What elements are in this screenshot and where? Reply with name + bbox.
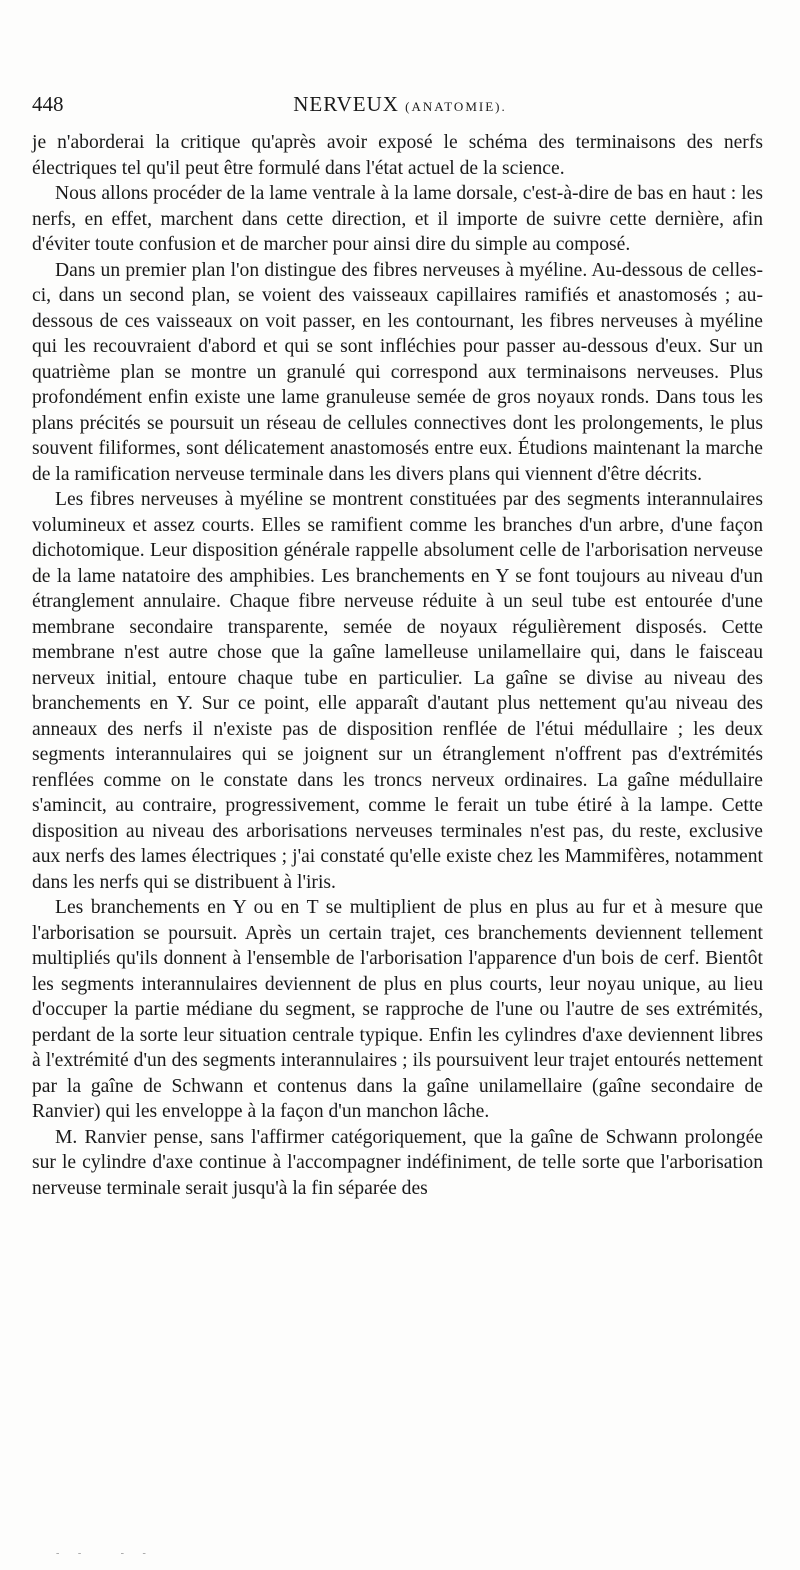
running-head-subtitle: (ANATOMIE). [405, 99, 507, 114]
paragraph: Nous allons procéder de la lame ventrale à la lame dorsale, c'est-à-dire de bas en haut : les nerfs, en effet, marchent dans cette direction, et il importe de suivre cette dernière, afin d'éviter toute confusion et de marcher pour ainsi dire du simple au composé. [32, 183, 763, 255]
paragraph: je n'aborderai la critique qu'après avoir exposé le schéma des terminaisons des nerfs électriques tel qu'il peut être formulé dans l'état actuel de la science. [32, 132, 763, 179]
paragraph: M. Ranvier pense, sans l'affirmer catégoriquement, que la gaîne de Schwann prolongée sur le cylindre d'axe continue à l'accompagner indéfiniment, de telle sorte que l'arborisation nerveuse terminale serait jusqu'à la fin séparée des [32, 1126, 763, 1199]
page-header [32, 92, 768, 122]
running-head [32, 92, 768, 117]
page-number: 448 [32, 92, 64, 116]
paragraph: Dans un premier plan l'on distingue des fibres nerveuses à myéline. Au-dessous de celles-ci, dans un second plan, se voient des vaisseaux capillaires ramifiés et anastomosés ; au-dessous de ces vaisseaux on voit passer, en les contournant, les fibres nerveuses à myéline qui les recouvraient d'abord et qui se sont infléchies pour passer au-dessous d'eux. Sur un quatrième plan se montre un granulé qui correspond aux terminaisons nerveuses. Plus profondément enfin existe une lame granuleuse semée de gros noyaux ronds. Dans tous les plans précités se poursuit un réseau de cellules connectives dont les prolongements, le plus souvent filiformes, sont délicatement anastomosés entre eux. Étudions maintenant la marche de la ramification nerveuse terminale dans les divers plans qui viennent d'être décrits. [32, 259, 763, 485]
paragraph: Les fibres nerveuses à myéline se montrent constituées par des segments interannulaires volumineux et assez courts. Elles se ramifient comme les branches d'un arbre, d'une façon dichotomique. Leur disposition générale rappelle absolument celle de l'arborisation nerveuse de la lame natatoire des amphibies. Les branchements en Y se font toujours au niveau d'un étranglement annulaire. Chaque fibre nerveuse réduite à un seul tube est entourée d'une membrane secondaire transparente, semée de noyaux régulièrement disposés. Cette membrane n'est autre chose que la gaîne lamelleuse unilamellaire qui, dans le faisceau nerveux initial, entoure chaque tube en particulier. La gaîne se divise au niveau des branchements en Y. Sur ce point, elle apparaît d'autant plus nettement qu'au niveau des anneaux des nerfs il n'existe pas de disposition renflée de l'étui médullaire ; les deux segments interannulaires qui se joignent sur un étranglement n'offrent pas d'extrémités renflées comme on le constate dans les troncs nerveux ordinaires. La gaîne médullaire s'amincit, au contraire, progressivement, comme le ferait un tube étiré à la lampe. Cette disposition au niveau des arborisations nerveuses terminales n'est pas, du reste, exclusive aux nerfs des lames électriques ; j'ai constaté qu'elle existe chez les Mammifères, notamment dans les nerfs qui se distribuent à l'iris. [32, 489, 763, 893]
paragraph: Les branchements en Y ou en T se multiplient de plus en plus au fur et à mesure que l'arborisation se poursuit. Après un certain trajet, ces branchements deviennent tellement multipliés qu'ils donnent à l'ensemble de l'arborisation l'apparence d'un bois de cerf. Bientôt les segments interannulaires deviennent de plus en plus courts, leur noyau unique, au lieu d'occuper la partie médiane du segment, se rapproche de l'une ou l'autre de ses extrémités, perdant de la sorte leur situation centrale typique. Enfin les cylindres d'axe deviennent libres à l'extrémité d'un des segments interannulaires ; ils poursuivent leur trajet entourés nettement par la gaîne de Schwann et contenus dans la gaîne unilamellaire (gaîne secondaire de Ranvier) qui les enveloppe à la façon d'un manchon lâche. [32, 897, 763, 1122]
body-text [32, 130, 763, 1201]
running-head-title: NERVEUX [293, 92, 399, 116]
footer-scan-marks: - - - - [56, 1548, 154, 1559]
